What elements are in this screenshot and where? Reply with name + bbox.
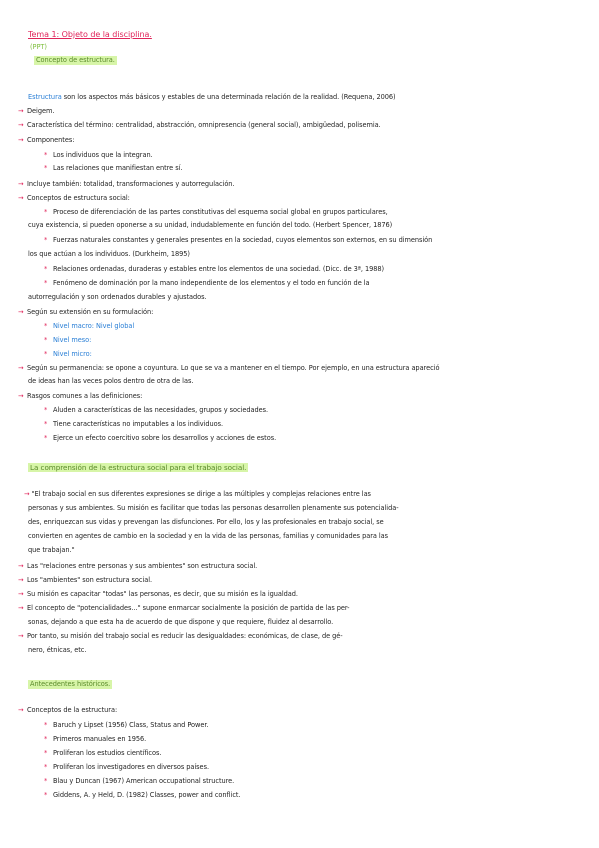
quote-line: convierten en agentes de cambio en la sociedad y en la vida de las personas, familias y comunidades para las bbox=[28, 532, 389, 540]
list-item: * Relaciones ordenadas, duraderas y estables entre los elementos de una sociedad. (Dicc. de 3ª, 1988) bbox=[44, 265, 385, 273]
bullet-icon: * bbox=[44, 279, 48, 287]
arrow-icon: → bbox=[18, 392, 24, 400]
list-item: → Incluye también: totalidad, transformaciones y autorregulación. bbox=[18, 180, 235, 188]
bullet-icon: * bbox=[44, 434, 48, 442]
list-item: → Según su extensión en su formulación: bbox=[18, 308, 154, 316]
subtitle: (PPT) bbox=[30, 43, 47, 51]
bullet-icon: * bbox=[44, 151, 48, 159]
list-item: * Fuerzas naturales constantes y generales presentes en la sociedad, cuyos elementos son externos, en su dimensión bbox=[44, 236, 433, 244]
arrow-icon: → bbox=[18, 364, 24, 372]
quote-line: personas y sus ambientes. Su misión es facilitar que todas las personas desarrollen plenamente sus potencialida- bbox=[28, 504, 399, 512]
arrow-icon: → bbox=[18, 590, 24, 598]
arrow-icon: → bbox=[18, 562, 24, 570]
list-item-continuation: cuya existencia, si pueden oponerse a su unidad, indudablemente en función del todo. (Herbert Spencer, 1876) bbox=[28, 221, 393, 229]
bullet-icon: * bbox=[44, 763, 48, 771]
arrow-icon: → bbox=[18, 706, 24, 714]
list-item: → Deigem. bbox=[18, 107, 55, 115]
list-item-continuation: sonas, dejando a que esta ha de acuerdo de que dispone y que requiere, fluidez al desarrollo. bbox=[28, 618, 334, 626]
quote-line: des, enriquezcan sus vidas y prevengan las disfunciones. Por ello, los y las profesionales en trabajo social, se bbox=[28, 518, 384, 526]
arrow-icon: → bbox=[18, 576, 24, 584]
quote-line: que trabajan." bbox=[28, 546, 75, 554]
list-item: * Las relaciones que manifiestan entre sí. bbox=[44, 164, 183, 172]
bullet-icon: * bbox=[44, 777, 48, 785]
page-title: Tema 1: Objeto de la disciplina. bbox=[28, 30, 152, 39]
list-item-continuation: nero, étnicas, etc. bbox=[28, 646, 87, 654]
arrow-icon: → bbox=[18, 604, 24, 612]
arrow-icon: → bbox=[18, 136, 24, 144]
list-item: * Baruch y Lipset (1956) Class, Status and Power. bbox=[44, 721, 209, 729]
definition bbox=[28, 93, 396, 102]
arrow-icon: → bbox=[18, 194, 24, 202]
list-item: → Según su permanencia: se opone a coyuntura. Lo que se va a mantener en el tiempo. Por ejemplo, en una estructura apareció bbox=[18, 364, 440, 372]
arrow-icon: → bbox=[18, 632, 24, 640]
section-heading-antecedentes: Antecedentes históricos. bbox=[30, 680, 111, 688]
bullet-icon: * bbox=[44, 164, 48, 172]
bullet-icon: * bbox=[44, 721, 48, 729]
bullet-icon: * bbox=[44, 406, 48, 414]
list-item: → Por tanto, su misión del trabajo social es reducir las desigualdades: económicas, de clase, de gé- bbox=[18, 632, 343, 640]
bullet-icon: * bbox=[44, 749, 48, 757]
arrow-icon: → bbox=[24, 490, 32, 498]
list-item: * Fenómeno de dominación por la mano independiente de los elementos y el todo en función de la bbox=[44, 279, 370, 287]
list-item: → Conceptos de la estructura: bbox=[18, 706, 118, 714]
list-item: * Proceso de diferenciación de las partes constitutivas del esquema social global en grupos particulares, bbox=[44, 208, 388, 216]
list-item: → Componentes: bbox=[18, 136, 75, 144]
list-item: → Las "relaciones entre personas y sus ambientes" son estructura social. bbox=[18, 562, 258, 570]
list-item: * Nivel meso: bbox=[44, 336, 92, 344]
arrow-icon: → bbox=[18, 107, 24, 115]
section-heading-trabajo-social: La comprensión de la estructura social para el trabajo social. bbox=[30, 463, 247, 472]
list-item: → Rasgos comunes a las definiciones: bbox=[18, 392, 143, 400]
list-item: * Aluden a características de las necesidades, grupos y sociedades. bbox=[44, 406, 269, 414]
bullet-icon: * bbox=[44, 420, 48, 428]
arrow-icon: → bbox=[18, 180, 24, 188]
list-item: * Giddens, A. y Held, D. (1982) Classes, power and conflict. bbox=[44, 791, 241, 799]
arrow-icon: → bbox=[18, 308, 24, 316]
bullet-icon: * bbox=[44, 350, 48, 358]
arrow-icon: → bbox=[18, 121, 24, 129]
definition-label: Estructura bbox=[28, 93, 62, 101]
list-item: * Nivel macro: Nivel global bbox=[44, 322, 135, 330]
list-item-continuation: de ideas han las veces polos dentro de otra de las. bbox=[28, 377, 194, 385]
bullet-icon: * bbox=[44, 735, 48, 743]
list-item: → Conceptos de estructura social: bbox=[18, 194, 130, 202]
list-item-continuation: autorregulación y son ordenados durables y ajustados. bbox=[28, 293, 207, 301]
bullet-icon: * bbox=[44, 208, 48, 216]
list-item: * Nivel micro: bbox=[44, 350, 92, 358]
list-item: * Tiene características no imputables a los individuos. bbox=[44, 420, 224, 428]
section-heading-estructura: Concepto de estructura. bbox=[36, 56, 115, 64]
quote-line: → "El trabajo social en sus diferentes expresiones se dirige a las múltiples y complejas relaciones entre las bbox=[24, 490, 371, 498]
list-item: → Su misión es capacitar "todas" las personas, es decir, que su misión es la igualdad. bbox=[18, 590, 298, 598]
list-item: * Proliferan los estudios científicos. bbox=[44, 749, 162, 757]
list-item: → Característica del término: centralidad, abstracción, omnipresencia (general social), ambigüedad, polisemia. bbox=[18, 121, 381, 129]
list-item: * Proliferan los investigadores en diversos países. bbox=[44, 763, 209, 771]
bullet-icon: * bbox=[44, 336, 48, 344]
list-item: * Los individuos que la integran. bbox=[44, 151, 153, 159]
list-item: → El concepto de "potencialidades..." supone enmarcar socialmente la posición de partida de las per- bbox=[18, 604, 350, 612]
list-item: → Los "ambientes" son estructura social. bbox=[18, 576, 153, 584]
bullet-icon: * bbox=[44, 322, 48, 330]
list-item: * Blau y Duncan (1967) American occupational structure. bbox=[44, 777, 235, 785]
bullet-icon: * bbox=[44, 236, 48, 244]
bullet-icon: * bbox=[44, 791, 48, 799]
definition-text: son los aspectos más básicos y estables de una determinada relación de la realidad. (Requena, 2006) bbox=[61, 93, 396, 101]
list-item: * Ejerce un efecto coercitivo sobre los desarrollos y acciones de estos. bbox=[44, 434, 277, 442]
list-item-continuation: los que actúan a los individuos. (Durkheim, 1895) bbox=[28, 250, 190, 258]
bullet-icon: * bbox=[44, 265, 48, 273]
list-item: * Primeros manuales en 1956. bbox=[44, 735, 147, 743]
